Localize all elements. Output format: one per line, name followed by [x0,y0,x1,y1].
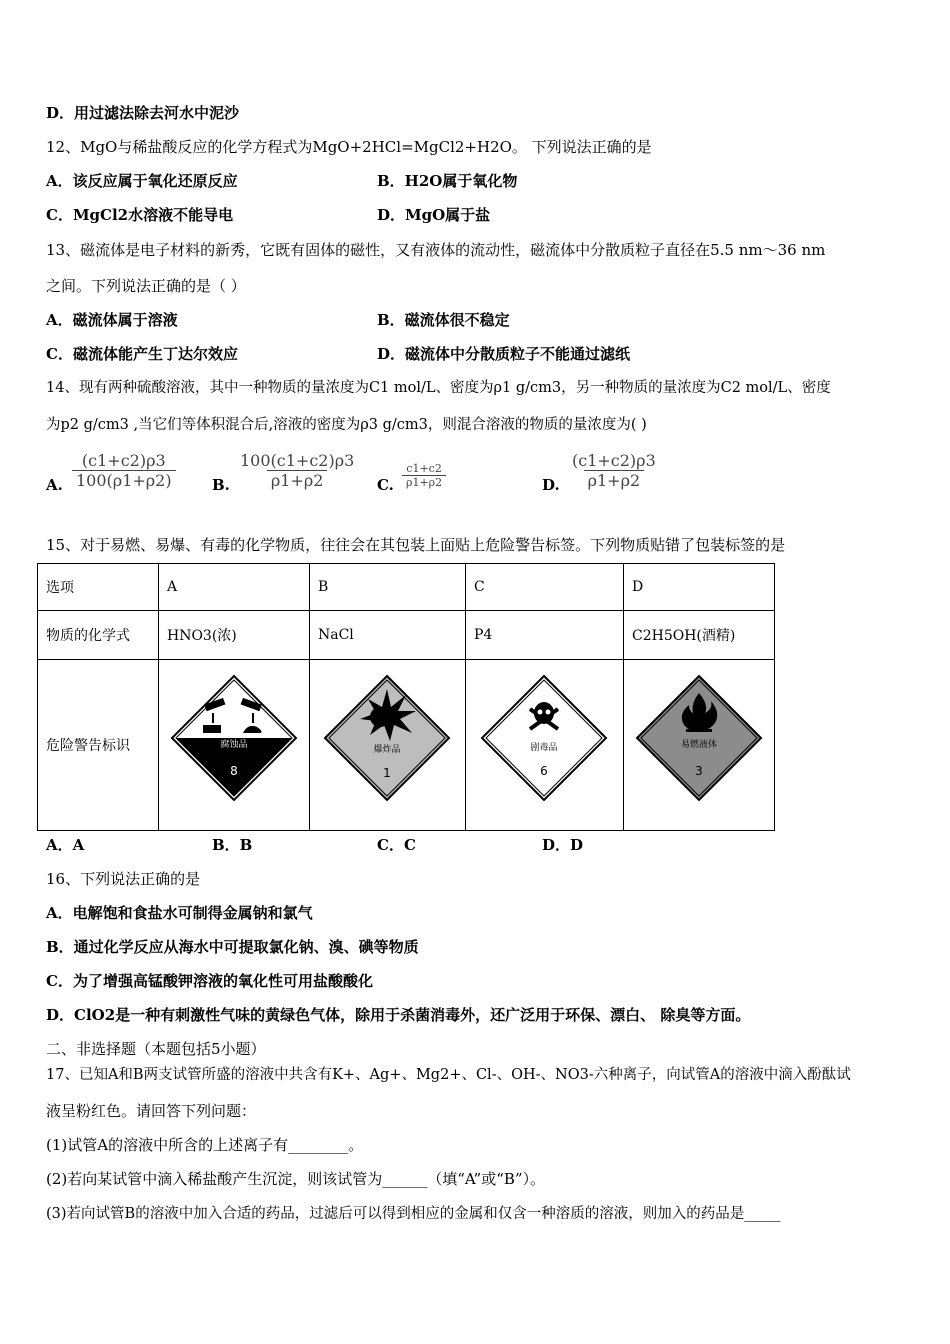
table-cell [624,660,775,831]
q14-option-b-fraction [236,451,358,490]
table-cell [159,660,310,831]
table-cell: 选项 [38,564,159,611]
q12-stem: 12、MgO与稀盐酸反应的化学方程式为MgO+2HCl=MgCl2+H2O。 下列说法正确的是 [46,138,652,156]
q15-option-a: A．A [46,836,85,854]
q16-option-c: C．为了增强高锰酸钾溶液的氧化性可用盐酸酸化 [46,972,373,990]
q16-option-b: B．通过化学反应从海水中可提取氯化钠、溴、碘等物质 [46,938,419,956]
q12-option-c: C．MgCl2水溶液不能导电 [46,206,234,224]
q12-option-b: B．H2O属于氧化物 [377,172,518,190]
q14-b-denominator: ρ1+ρ2 [267,470,328,490]
flammable-sign [628,661,770,826]
sign-text: 爆炸品 [373,744,401,755]
q14-label-a: A. [46,476,63,494]
table-row-header [38,564,775,611]
q13-option-d: D．磁流体中分散质粒子不能通过滤纸 [377,345,631,363]
table-row-formula [38,611,775,660]
table-cell: NaCl [310,611,466,660]
q15-option-c: C．C [377,836,416,854]
table-cell: C [466,564,624,611]
q11-option-d: D．用过滤法除去河水中泥沙 [46,104,240,122]
table-cell: HNO3(浓) [159,611,310,660]
q17-part2: (2)若向某试管中滴入稀盐酸产生沉淀，则该试管为______（填“A”或“B”）。 [46,1170,546,1188]
q14-a-denominator: 100(ρ1+ρ2) [72,470,176,490]
table-cell: 危险警告标识 [38,660,159,831]
q14-a-numerator: (c1+c2)ρ3 [81,451,166,470]
table-cell: C2H5OH(酒精) [624,611,775,660]
q17-part1: (1)试管A的溶液中所含的上述离子有________。 [46,1136,364,1154]
q14-option-a-fraction [72,451,176,490]
q14-d-numerator: (c1+c2)ρ3 [572,451,656,470]
q13-option-a: A．磁流体属于溶液 [46,311,178,329]
q14-stem-line2: 为p2 g/cm3 ,当它们等体积混合后,溶液的密度为ρ3 g/cm3，则混合溶液的物质的量浓度为( ) [46,417,647,433]
q15-option-d: D．D [542,836,584,854]
q15-option-b: B．B [212,836,253,854]
table-cell [310,660,466,831]
q17-stem-line1: 17、已知A和B两支试管所盛的溶液中共含有K+、Ag+、Mg2+、Cl-、OH-、NO3-六种离子，向试管A的溶液中滴入酚酞试 [46,1067,851,1083]
q14-label-c: C. [377,476,394,494]
q14-label-d: D. [542,476,560,494]
q13-stem-line2: 之间。下列说法正确的是（ ） [46,277,246,295]
q14-label-b: B. [212,476,230,494]
q14-option-c-fraction [402,462,446,489]
q15-stem: 15、对于易燃、易爆、有毒的化学物质，往往会在其包装上面贴上危险警告标签。下列物质贴错了包装标签的是 [46,536,786,554]
section-heading: 二、非选择题（本题包括5小题） [46,1040,266,1058]
q14-b-numerator: 100(c1+c2)ρ3 [240,451,355,470]
sign-number: 1 [383,765,391,780]
q13-stem-line1: 13、磁流体是电子材料的新秀，它既有固体的磁性，又有液体的流动性，磁流体中分散质粒子直径在5.5 nm～36 nm [46,241,826,259]
table-cell: A [159,564,310,611]
q13-option-b: B．磁流体很不稳定 [377,311,510,329]
toxic-sign [470,661,619,826]
q16-option-d: D．ClO2是一种有刺激性气味的黄绿色气体，除用于杀菌消毒外，还广泛用于环保、漂白、 除臭等方面。 [46,1006,751,1024]
q14-option-d-fraction [568,451,660,490]
q17-stem-line2: 液呈粉红色。请回答下列问题： [46,1102,257,1120]
q14-d-denominator: ρ1+ρ2 [584,470,645,490]
q16-stem: 16、下列说法正确的是 [46,870,201,888]
sign-number: 6 [540,763,548,778]
q13-option-c: C．磁流体能产生丁达尔效应 [46,345,238,363]
explosive-sign [314,661,461,826]
q17-part3: (3)若向试管B的溶液中加入合适的药品，过滤后可以得到相应的金属和仅含一种溶质的溶液，则加入的药品是_____ [46,1206,781,1222]
table-row-signs [38,660,775,831]
sign-number: 8 [230,763,238,778]
hazard-table [37,563,775,831]
table-cell: 物质的化学式 [38,611,159,660]
sign-text: 剧毒品 [530,742,558,753]
table-cell: D [624,564,775,611]
table-cell [466,660,624,831]
q14-stem-line1: 14、现有两种硫酸溶液，其中一种物质的量浓度为C1 mol/L、密度为ρ1 g/cm3，另一种物质的量浓度为C2 mol/L、密度 [46,380,831,396]
q12-option-a: A．该反应属于氧化还原反应 [46,172,238,190]
q12-option-d: D．MgO属于盐 [377,206,491,224]
corrosive-sign [163,661,305,826]
q14-c-numerator: c1+c2 [406,462,442,475]
sign-text: 易燃液体 [680,739,718,750]
sign-text: 腐蚀品 [220,739,248,750]
q16-option-a: A．电解饱和食盐水可制得金属钠和氯气 [46,904,313,922]
q14-c-denominator: ρ1+ρ2 [402,475,446,489]
sign-number: 3 [695,763,703,778]
table-cell: P4 [466,611,624,660]
table-cell: B [310,564,466,611]
